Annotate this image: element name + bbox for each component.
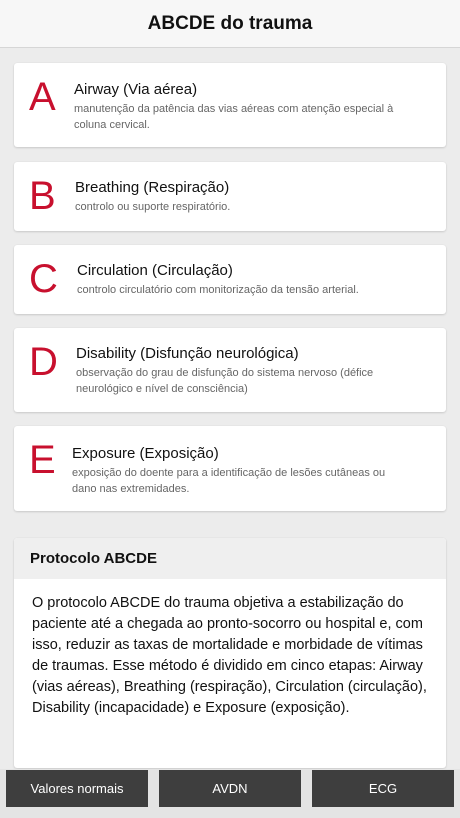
abcde-card-b[interactable] [14,162,446,231]
card-title-e: Exposure (Exposição) [72,445,219,462]
protocol-panel [14,538,446,768]
app-header [0,0,460,48]
avdn-button[interactable]: AVDN [159,770,301,807]
card-title-a: Airway (Via aérea) [74,81,198,98]
abcde-card-a[interactable] [14,63,446,147]
protocol-text: O protocolo ABCDE do trauma objetiva a estabilização do paciente até a chegada ao pronto-socorro ou hospital e, com isso, reduzir as taxas de mortalidade e morbidade de vítimas de traumas. Esse método é dividido em cinco etapas: Airway (vias aéreas), Breathing (respiração), Circulation (circulação), Disability (incapacidade) e Exposure (exposição). [32,595,427,716]
card-description-a: manutenção da patência das vias aéreas com atenção especial à coluna cervical. [74,103,394,131]
abcde-card-c[interactable] [14,245,446,314]
card-title-b: Breathing (Respiração) [75,179,230,196]
valores-normais-button[interactable]: Valores normais [6,770,148,807]
card-title-c: Circulation (Circulação) [77,262,233,279]
card-description-b: controlo ou suporte respiratório. [75,201,231,213]
card-letter-c: C [29,257,58,301]
bottom-toolbar [0,769,460,818]
card-letter-b: B [29,174,56,218]
card-letter-e: E [29,438,56,482]
ecg-button[interactable]: ECG [312,770,454,807]
card-description-d: observação do grau de disfunção do sistema nervoso (défice neurológico e nível de consciência) [76,367,374,395]
card-title-d: Disability (Disfunção neurológica) [76,345,299,362]
card-letter-a: A [29,75,56,119]
protocol-title: Protocolo ABCDE [14,538,446,579]
abcde-card-d[interactable] [14,328,446,412]
card-letter-d: D [29,340,58,384]
card-description-e: exposição do doente para a identificação de lesões cutâneas ou dano nas extremidades. [72,467,386,495]
abcde-card-e[interactable] [14,426,446,511]
card-description-c: controlo circulatório com monitorização da tensão arterial. [77,284,359,296]
content-scroll-area[interactable] [0,49,460,769]
page-title: ABCDE do trauma [147,12,313,34]
